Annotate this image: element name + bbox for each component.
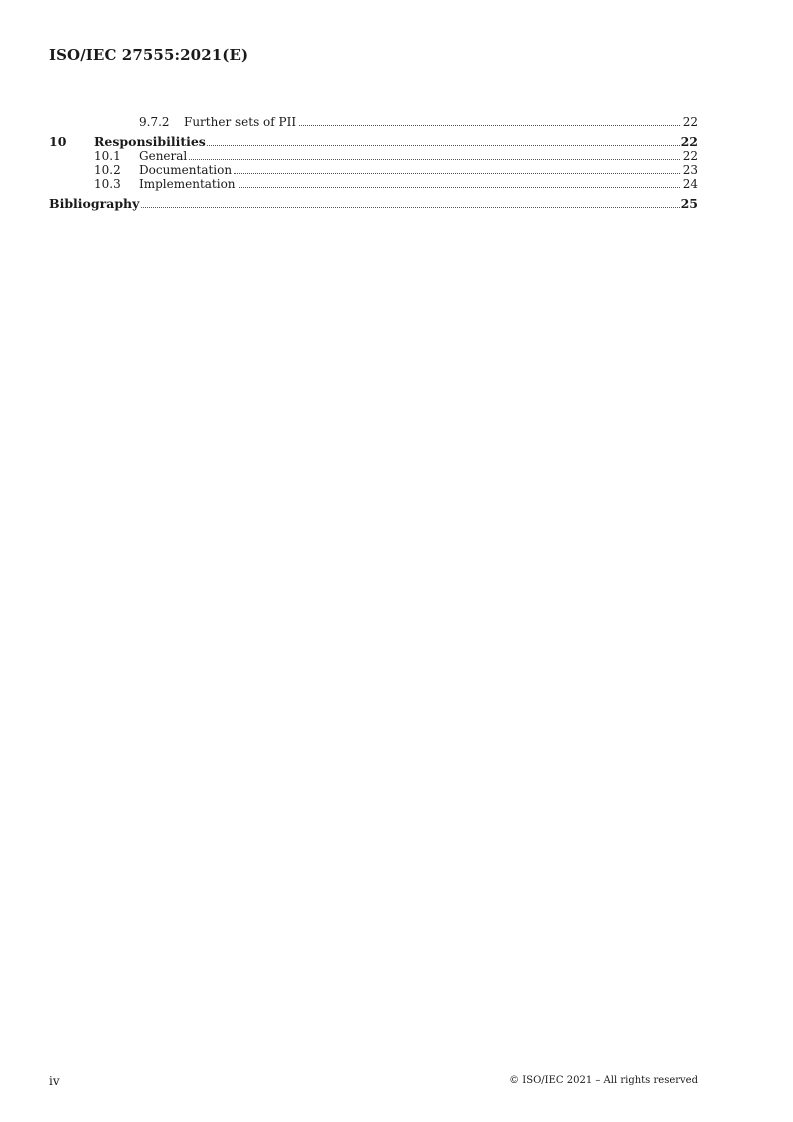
- toc-leader-dots: [137, 207, 680, 208]
- toc-entry-number: 10: [49, 134, 67, 149]
- toc-entry-number: 10.1: [94, 149, 121, 163]
- toc-entry-10-1[interactable]: [49, 149, 698, 163]
- toc-entry-10-2[interactable]: [49, 163, 698, 177]
- toc-entry-title: Further sets of PII: [184, 115, 297, 129]
- toc-entry-number: 9.7.2: [139, 115, 170, 129]
- toc-entry-page: 22: [680, 134, 698, 149]
- footer-copyright: © ISO/IEC 2021 – All rights reserved: [509, 1075, 698, 1086]
- toc-entry-title: General: [139, 149, 188, 163]
- toc-entry-number: 10.3: [94, 177, 121, 191]
- toc-entry-9-7-2[interactable]: [49, 115, 698, 129]
- toc-entry-page: 24: [682, 177, 698, 191]
- toc-leader-dots: [234, 173, 680, 174]
- toc-entry-page: 23: [682, 163, 698, 177]
- toc-entry-title: Documentation: [139, 163, 233, 177]
- toc-leader-dots: [239, 187, 680, 188]
- toc-entry-title: Bibliography: [49, 196, 140, 211]
- table-of-contents: [49, 115, 698, 211]
- toc-entry-page: 25: [680, 196, 698, 211]
- toc-entry-10[interactable]: [49, 135, 698, 149]
- toc-entry-title: Implementation: [139, 177, 236, 191]
- toc-leader-dots: [204, 145, 680, 146]
- toc-entry-10-3[interactable]: [49, 177, 698, 191]
- toc-entry-bibliography[interactable]: [49, 197, 698, 211]
- footer-page-number: iv: [49, 1074, 60, 1088]
- toc-entry-number: 10.2: [94, 163, 121, 177]
- toc-entry-page: 22: [682, 115, 698, 129]
- toc-entry-page: 22: [682, 149, 698, 163]
- toc-leader-dots: [299, 125, 680, 126]
- toc-entry-title: Responsibilities: [94, 134, 206, 149]
- toc-leader-dots: [184, 159, 680, 160]
- document-id-header: ISO/IEC 27555:2021(E): [49, 46, 249, 64]
